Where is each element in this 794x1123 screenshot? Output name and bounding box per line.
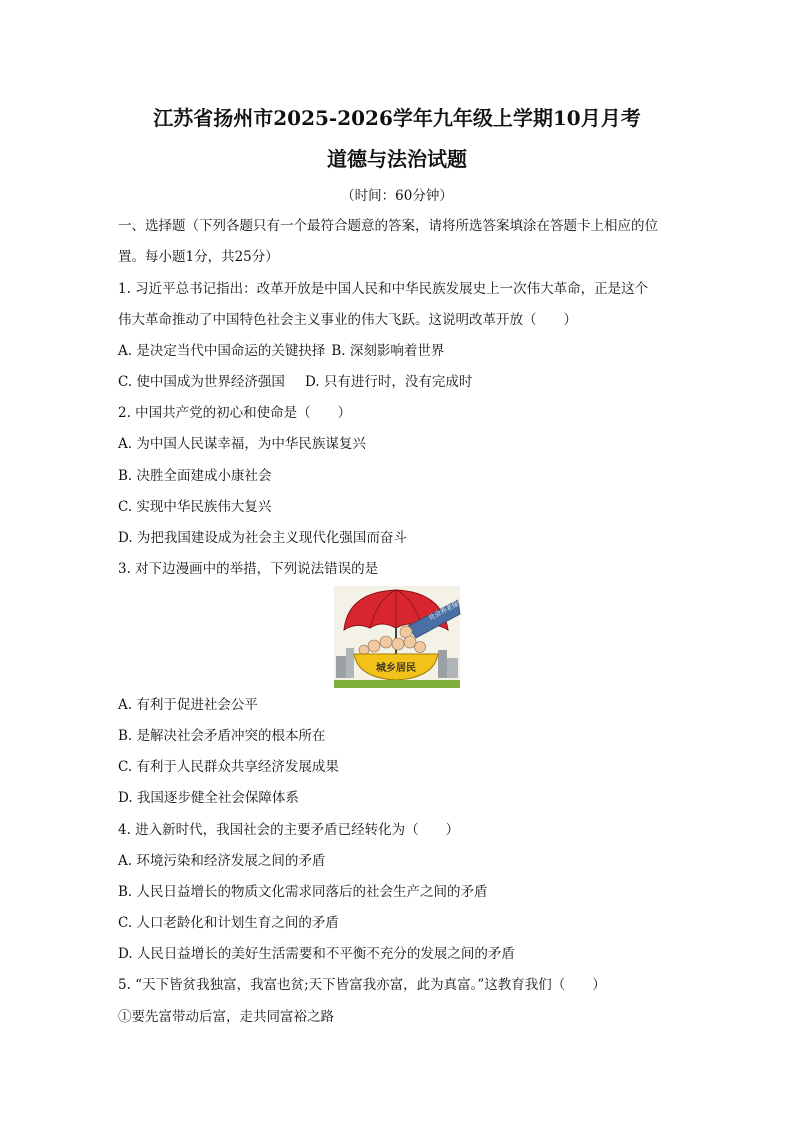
exam-title-line2: 道德与法治试题	[327, 147, 467, 171]
q5-item-1: ①要先富带动后富，走共同富裕之路	[118, 1009, 334, 1025]
q2-option-d: D. 为把我国建设成为社会主义现代化强国而奋斗	[118, 530, 407, 546]
q3-option-c: C. 有利于人民群众共享经济发展成果	[118, 759, 339, 775]
q2-option-a: A. 为中国人民谋幸福，为中华民族谋复兴	[118, 436, 366, 452]
q2-option-c: C. 实现中华民族伟大复兴	[118, 499, 272, 515]
q1-option-b: B. 深刻影响着世界	[331, 343, 445, 359]
q2-option-b: B. 决胜全面建成小康社会	[118, 468, 272, 484]
social-insurance-cartoon	[334, 586, 466, 688]
q3-option-b: B. 是解决社会矛盾冲突的根本所在	[118, 728, 326, 744]
q1-option-c: C. 使中国成为世界经济强国	[118, 374, 285, 390]
q1-option-d: D. 只有进行时，没有完成时	[304, 374, 473, 390]
exam-title-line1: 江苏省扬州市2025-2026学年九年级上学期10月月考	[153, 106, 641, 130]
q1-option-a: A. 是决定当代中国命运的关键抉择	[118, 343, 326, 359]
q4-option-a: A. 环境污染和经济发展之间的矛盾	[118, 853, 326, 869]
section-heading-line1: 一、选择题（下列各题只有一个最符合题意的答案，请将所选答案填涂在答题卡上相应的位	[118, 218, 658, 234]
q4-option-b: B. 人民日益增长的物质文化需求同落后的社会生产之间的矛盾	[118, 884, 488, 900]
q5-stem: 5. “天下皆贫我独富，我富也贫;天下皆富我亦富，此为真富。”这教育我们（ ）	[118, 977, 606, 993]
q1-stem-line1: 1. 习近平总书记指出：改革开放是中国人民和中华民族发展史上一次伟大革命，正是这个	[118, 281, 649, 297]
q3-stem: 3. 对下边漫画中的举措，下列说法错误的是	[118, 561, 379, 577]
q4-option-c: C. 人口老龄化和计划生育之间的矛盾	[118, 915, 339, 931]
q4-option-d: D. 人民日益增长的美好生活需要和不平衡不充分的发展之间的矛盾	[118, 946, 515, 962]
exam-time-note: （时间：60分钟）	[341, 188, 453, 204]
q2-stem: 2. 中国共产党的初心和使命是（ ）	[118, 405, 352, 421]
section-heading-line2: 置。每小题1分，共25分）	[118, 249, 279, 265]
bowl-label: 城乡居民	[376, 663, 416, 674]
q1-options-row1	[118, 341, 698, 361]
q3-option-a: A. 有利于促进社会公平	[118, 697, 258, 713]
q3-option-d: D. 我国逐步健全社会保障体系	[118, 790, 299, 806]
q1-stem-line2: 伟大革命推动了中国特色社会主义事业的伟大飞跃。这说明改革开放（ ）	[118, 312, 577, 328]
umbrella-label: 社会养老保险	[427, 596, 466, 622]
q1-options-row2	[118, 372, 698, 392]
q4-stem: 4. 进入新时代，我国社会的主要矛盾已经转化为（ ）	[118, 822, 460, 838]
